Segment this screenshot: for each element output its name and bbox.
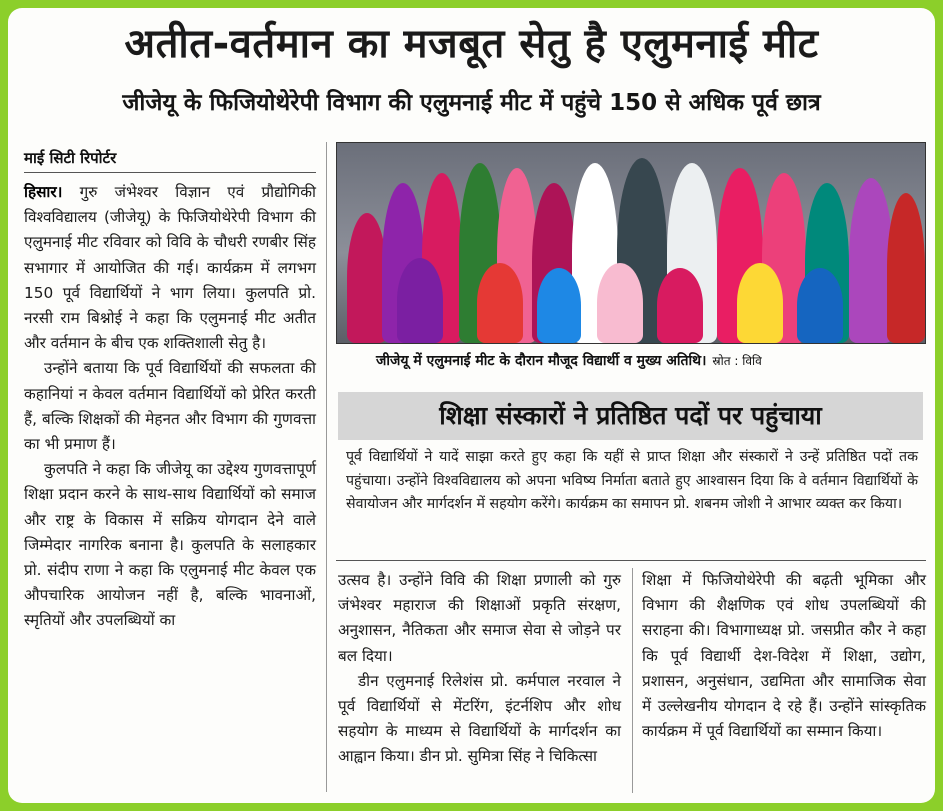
- photo-source: स्रोत : विवि: [712, 354, 762, 368]
- col1-para-2: उन्होंने बताया कि पूर्व विद्यार्थियों की सफलता की कहानियां न केवल वर्तमान विद्यार्थियों को प्रेरित करती हैं, बल्कि शिक्षकों की मेहनत और विभाग की गुणवत्ता का भी प्रमाण हैं।: [24, 359, 316, 454]
- headline: अतीत-वर्तमान का मजबूत सेतु है एलुमनाई मीट: [124, 21, 819, 67]
- column-divider-2: [632, 568, 633, 793]
- col1-para-1-text: गुरु जंभेश्वर विज्ञान एवं प्रौद्योगिकी विश्वविद्यालय (जीजेयू) के फिजियोथेरेपी विभाग की एलुमनाई मीट रविवार को विवि के चौधरी रणबीर सिंह सभागार में आयोजित की गई। कार्यक्रम में लगभग 150 पूर्व विद्यार्थियों ने भाग लिया। कुलपति प्रो. नरसी राम बिश्नोई ने कहा कि एलुमनाई मीट अतीत और वर्तमान के बीच एक शक्तिशाली सेतु है।: [24, 183, 316, 353]
- col1-para-1: [24, 180, 316, 356]
- section-rule: [336, 560, 926, 561]
- column-divider: [326, 142, 327, 792]
- column-1: [24, 180, 316, 634]
- photo-caption: [336, 346, 924, 376]
- column-3: [642, 568, 926, 744]
- newspaper-clipping: [8, 8, 935, 803]
- event-photo: [336, 142, 926, 344]
- subheadline: जीजेयू के फिजियोथेरेपी विभाग की एलुमनाई मीट में पहुंचे 150 से अधिक पूर्व छात्र: [122, 90, 821, 116]
- col1-para-3: कुलपति ने कहा कि जीजेयू का उद्देश्य गुणवत्तापूर्ण शिक्षा प्रदान करने के साथ-साथ विद्यार्थियों को समाज और राष्ट्र के विकास में सक्रिय योगदान देने वाले जिम्मेदार नागरिक बनाना है। कुलपति के सलाहकार प्रो. संदीप राणा ने कहा कि एलुमनाई मीट केवल एक औपचारिक आयोजन नहीं है, बल्कि भावनाओं, स्मृतियों और उपलब्धियों का: [24, 460, 316, 630]
- dateline: हिसार।: [24, 183, 63, 201]
- col2-para-1: उत्सव है। उन्होंने विवि की शिक्षा प्रणाली को गुरु जंभेश्वर महाराज की शिक्षाओं प्रकृति संरक्षण, अनुशासन, नैतिकता और समाज सेवा से जोड़ने पर बल दिया।: [338, 571, 621, 665]
- col2-para-2: डीन एलुमनाई रिलेशंस प्रो. कर्मपाल नरवाल ने पूर्व विद्यार्थियों से मेंटरिंग, इंटर्नशिप और शोध सहयोग के माध्यम से विद्यार्थियों के मार्गदर्शन का आह्वान किया। डीन प्रो. सुमित्रा सिंह ने चिकित्सा: [338, 671, 621, 766]
- column-2: [338, 568, 621, 770]
- section-body: पूर्व विद्यार्थियों ने यादें साझा करते हुए कहा कि यहीं से प्राप्त शिक्षा और संस्कारों ने उन्हें प्रतिष्ठित पदों तक पहुंचाया। उन्होंने विश्वविद्यालय को अपना भविष्य निर्माता बताते हुए आश्वासन दिया कि वे वर्तमान विद्यार्थियों के सेवायोजन और मार्गदर्शन में सहयोग करेंगे। कार्यक्रम का समापन प्रो. शबनम जोशी ने आभार व्यक्त कर किया।: [346, 449, 918, 512]
- section-heading: शिक्षा संस्कारों ने प्रतिष्ठित पदों पर पहुंचाया: [338, 392, 923, 440]
- byline: माई सिटी रिपोर्टर: [24, 149, 117, 167]
- caption-text: जीजेयू में एलुमनाई मीट के दौरान मौजूद विद्यार्थी व मुख्य अतिथि।: [376, 353, 707, 369]
- col3-para-1: शिक्षा में फिजियोथेरेपी की बढ़ती भूमिका और विभाग की शैक्षणिक एवं शोध उपलब्धियों की सराहना की। विभागाध्यक्ष प्रो. जसप्रीत कौर ने कहा कि पूर्व विद्यार्थी देश-विदेश में शिक्षा, उद्योग, प्रशासन, अनुसंधान, उद्यमिता और सामाजिक सेवा में उल्लेखनीय योगदान दे रहे हैं। उन्होंने सांस्कृतिक कार्यक्रम में पूर्व विद्यार्थियों का सम्मान किया।: [642, 571, 926, 741]
- byline-rule: [24, 172, 316, 173]
